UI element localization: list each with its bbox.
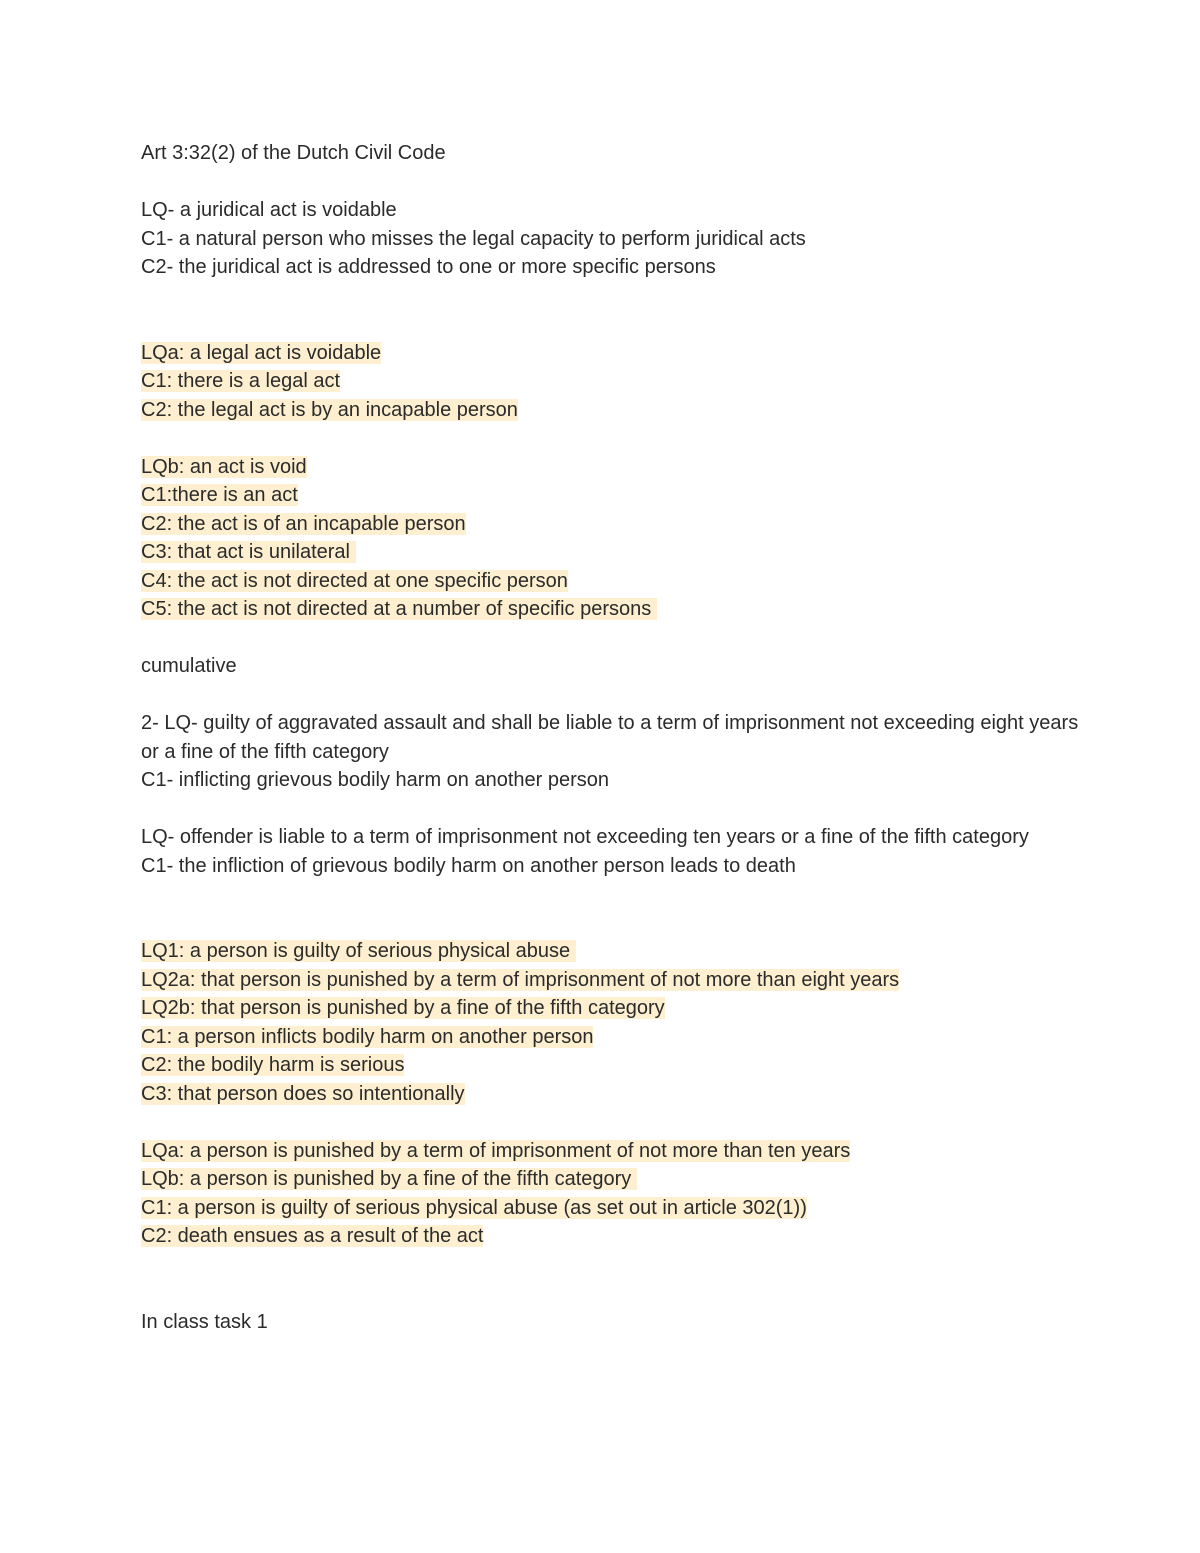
block-void-highlighted <box>141 453 1101 624</box>
text-line: 2- LQ- guilty of aggravated assault and shall be liable to a term of imprisonment not exceeding eight years or a fine of the fifth category <box>141 712 1079 763</box>
block-death-highlighted <box>141 1137 1101 1251</box>
highlighted-line: C2: the act is of an incapable person <box>141 512 466 535</box>
highlighted-line: LQb: an act is void <box>141 455 307 478</box>
highlighted-line: LQ2a: that person is punished by a term of imprisonment of not more than eight years <box>141 968 900 991</box>
highlighted-line: C1: there is a legal act <box>141 370 340 392</box>
highlighted-line: C3: that person does so intentionally <box>141 1082 465 1105</box>
highlighted-line: C4: the act is not directed at one specific person <box>141 569 568 592</box>
highlighted-line: C5: the act is not directed at a number of specific persons <box>141 598 657 620</box>
cumulative-label: cumulative <box>141 655 237 677</box>
text-line: C1- the infliction of grievous bodily harm on another person leads to death <box>141 854 796 877</box>
block-death-plain <box>141 823 1101 880</box>
text-line: LQ- offender is liable to a term of imprisonment not exceeding ten years or a fine of the fifth category <box>141 826 1029 848</box>
block-voidable-highlighted <box>141 339 1101 425</box>
document-heading: Art 3:32(2) of the Dutch Civil Code <box>141 142 446 164</box>
highlighted-line: C1: a person inflicts bodily harm on another person <box>141 1025 594 1048</box>
block-voidable-plain <box>141 196 1101 282</box>
highlighted-line: C3: that act is unilateral <box>141 541 356 563</box>
text-line: LQ- a juridical act is voidable <box>141 199 397 221</box>
highlighted-line: LQ2b: that person is punished by a fine of the fifth category <box>141 997 665 1019</box>
block-assault-highlighted <box>141 937 1101 1108</box>
text-line: C1- a natural person who misses the legal capacity to perform juridical acts <box>141 227 806 250</box>
in-class-task-label: In class task 1 <box>141 1310 268 1333</box>
highlighted-line: C1:there is an act <box>141 484 298 506</box>
highlighted-line: LQa: a legal act is voidable <box>141 341 382 364</box>
highlighted-line: LQ1: a person is guilty of serious physical abuse <box>141 940 576 962</box>
highlighted-line: C2: the bodily harm is serious <box>141 1054 405 1076</box>
highlighted-line: C2: death ensues as a result of the act <box>141 1225 484 1247</box>
highlighted-line: C1: a person is guilty of serious physical abuse (as set out in article 302(1)) <box>141 1196 807 1219</box>
document-page <box>141 139 1101 1336</box>
text-line: C1- inflicting grievous bodily harm on another person <box>141 769 610 791</box>
highlighted-line: LQa: a person is punished by a term of imprisonment of not more than ten years <box>141 1139 851 1162</box>
highlighted-line: LQb: a person is punished by a fine of the fifth category <box>141 1168 637 1190</box>
block-assault-plain <box>141 709 1101 795</box>
text-line: C2- the juridical act is addressed to one or more specific persons <box>141 256 716 278</box>
highlighted-line: C2: the legal act is by an incapable person <box>141 398 518 421</box>
